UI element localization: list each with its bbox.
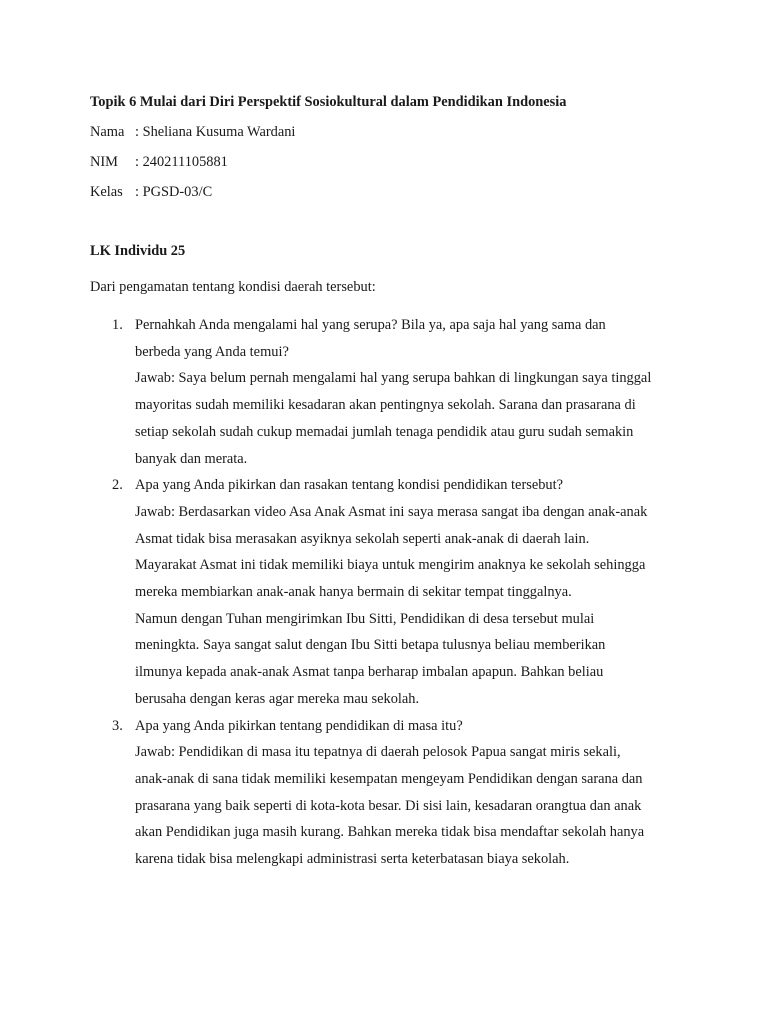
answer-line: Namun dengan Tuhan mengirimkan Ibu Sitti, Pendidikan di desa tersebut mulai: [135, 610, 595, 627]
question-line: Apa yang Anda pikirkan tentang pendidikan di masa itu?: [135, 717, 463, 734]
question-list: [90, 312, 690, 873]
answer-line: Jawab: Saya belum pernah mengalami hal yang serupa bahkan di lingkungan saya tinggal: [135, 370, 652, 387]
answer-line: karena tidak bisa melengkapi administrasi serta keterbatasan biaya sekolah.: [135, 851, 570, 868]
field-value: : PGSD-03/C: [135, 184, 213, 200]
document-title: Topik 6 Mulai dari Diri Perspektif Sosiokultural dalam Pendidikan Indonesia: [90, 94, 567, 110]
field-label: Kelas: [90, 184, 123, 200]
question-item-3: [90, 713, 690, 873]
question-line: berbeda yang Anda temui?: [135, 343, 289, 360]
field-label: Nama: [90, 124, 125, 140]
section-heading: LK Individu 25: [90, 243, 186, 259]
question-item-1: [90, 312, 690, 472]
field-kelas: [90, 181, 212, 203]
answer-line: Mayarakat Asmat ini tidak memiliki biaya untuk mengirim anaknya ke sekolah sehingga: [135, 557, 646, 574]
answer-line: meningkta. Saya sangat salut dengan Ibu Sitti betapa tulusnya beliau memberikan: [135, 637, 606, 654]
question-number: 3.: [112, 717, 123, 734]
section-intro: Dari pengamatan tentang kondisi daerah tersebut:: [90, 279, 376, 295]
answer-line: ilmunya kepada anak-anak Asmat tanpa berharap imbalan apapun. Bahkan beliau: [135, 664, 604, 681]
answer-line: mereka membiarkan anak-anak hanya bermain di sekitar tempat tinggalnya.: [135, 584, 572, 601]
field-value: : 240211105881: [135, 154, 228, 170]
question-line: Pernahkah Anda mengalami hal yang serupa? Bila ya, apa saja hal yang sama dan: [135, 317, 606, 333]
answer-line: mayoritas sudah memiliki kesadaran akan pentingnya sekolah. Sarana dan prasarana di: [135, 397, 636, 414]
question-item-2: [90, 472, 690, 712]
answer-line: Jawab: Berdasarkan video Asa Anak Asmat ini saya merasa sangat iba dengan anak-anak: [135, 503, 648, 520]
answer-line: akan Pendidikan juga masih kurang. Bahkan mereka tidak bisa mendaftar sekolah hanya: [135, 824, 645, 841]
answer-line: anak-anak di sana tidak memiliki kesempatan mengeyam Pendidikan dengan sarana dan: [135, 770, 643, 787]
answer-line: berusaha dengan keras agar mereka mau sekolah.: [135, 690, 420, 707]
field-value: : Sheliana Kusuma Wardani: [135, 124, 296, 140]
answer-line: setiap sekolah sudah cukup memadai jumlah tenaga pendidik atau guru sudah semakin: [135, 423, 634, 440]
answer-line: Asmat tidak bisa merasakan asyiknya sekolah seperti anak-anak di daerah lain.: [135, 530, 590, 547]
question-line: Apa yang Anda pikirkan dan rasakan tentang kondisi pendidikan tersebut?: [135, 477, 564, 494]
question-number: 1.: [112, 317, 123, 333]
field-label: NIM: [90, 154, 118, 170]
field-nama: [90, 121, 295, 143]
answer-line: Jawab: Pendidikan di masa itu tepatnya di daerah pelosok Papua sangat miris sekali,: [135, 744, 621, 761]
answer-line: banyak dan merata.: [135, 450, 248, 467]
answer-line: prasarana yang baik seperti di kota-kota besar. Di sisi lain, kesadaran orangtua dan anak: [135, 797, 642, 814]
question-number: 2.: [112, 477, 123, 494]
field-nim: [90, 151, 228, 173]
